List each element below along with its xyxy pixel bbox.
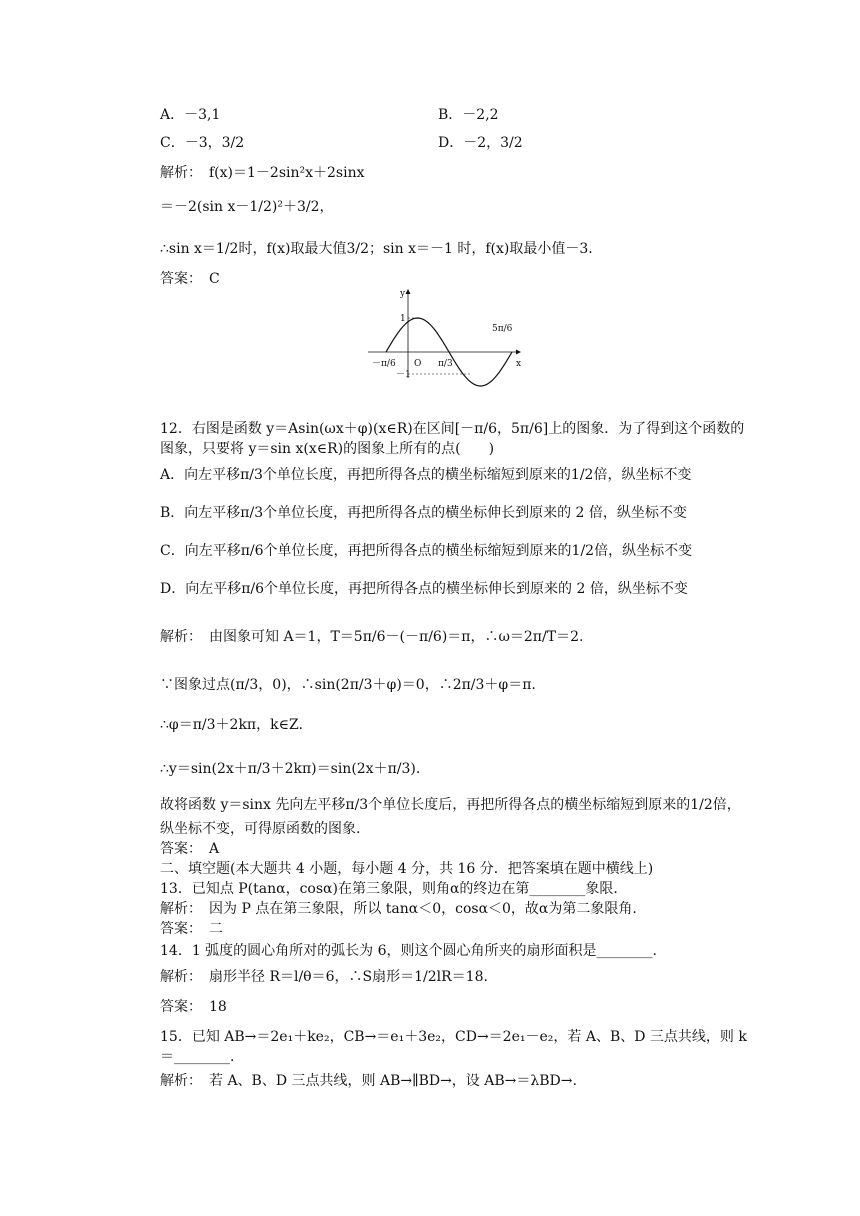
- y-axis-label: y: [400, 289, 406, 299]
- q12-option-b: B．向左平移π/3个单位长度，再把所得各点的横坐标伸长到原来的 2 倍，纵坐标不变: [160, 505, 687, 521]
- q15-solution: 解析： 若 A、B、D 三点共线，则 AB→∥BD→，设 AB→＝λBD→.: [160, 1073, 577, 1089]
- q12-stem-line-2: 图象，只要将 y＝sin x(x∈R)的图象上所有的点( ): [160, 441, 495, 457]
- q13-solution: 解析： 因为 P 点在第三象限，所以 tanα＜0，cosα＜0，故α为第二象限角.: [160, 901, 637, 917]
- tick-label-neg1: －1: [396, 370, 411, 380]
- sine-graph-svg: [368, 286, 528, 382]
- section-2-heading: 二、填空题(本大题共 4 小题，每小题 4 分，共 16 分．把答案填在题中横线上): [160, 861, 654, 877]
- q15-stem-line-1: 15．已知 AB→＝2e₁＋ke₂，CB→＝e₁＋3e₂，CD→＝2e₁－e₂，若 A、B、D 三点共线，则 k: [160, 1029, 747, 1045]
- q11-option-d: D．－2，3/2: [438, 135, 523, 151]
- q12-solution-line-1: 解析： 由图象可知 A＝1，T＝5π/6－(－π/6)＝π，∴ω＝2π/T＝2.: [160, 629, 584, 645]
- x-tick-pi-3: π/3: [438, 359, 453, 369]
- q14-stem: 14．1 弧度的圆心角所对的弧长为 6，则这个圆心角所夹的扇形面积是________.: [160, 943, 657, 959]
- x-axis-arrow: [516, 350, 521, 355]
- q11-solution-line-2: ＝－2(sin x－1/2)²＋3/2，: [160, 199, 334, 215]
- origin-label: O: [414, 359, 422, 369]
- q13-answer: 答案： 二: [160, 921, 223, 937]
- q11-solution-line-3: ∴sin x＝1/2时，f(x)取最大值3/2；sin x＝－1 时，f(x)取最小值－3.: [160, 241, 593, 257]
- sine-graph-figure: [368, 286, 528, 382]
- q12-solution-line-5: 故将函数 y＝sinx 先向左平移π/3个单位长度后，再把所得各点的横坐标缩短到原来的1/2倍，: [160, 797, 741, 813]
- x-axis-label: x: [516, 359, 522, 369]
- x-tick-5pi-6: 5π/6: [492, 324, 513, 334]
- q12-answer: 答案： A: [160, 841, 220, 857]
- q12-stem-line-1: 12．右图是函数 y＝Asin(ωx＋φ)(x∈R)在区间[－π/6，5π/6]上的图象．为了得到这个函数的: [160, 421, 745, 437]
- q12-option-a: A．向左平移π/3个单位长度，再把所得各点的横坐标缩短到原来的1/2倍，纵坐标不变: [160, 467, 692, 483]
- q11-option-a: A．－3,1: [160, 107, 221, 123]
- q11-option-c: C．－3，3/2: [160, 135, 245, 151]
- q11-answer: 答案： C: [160, 271, 220, 287]
- q12-solution-line-6: 纵坐标不变，可得原函数的图象.: [160, 821, 361, 837]
- q12-solution-line-2: ∵图象过点(π/3，0)，∴sin(2π/3＋φ)＝0，∴2π/3＋φ＝π.: [160, 677, 536, 693]
- y-axis-arrow: [406, 289, 411, 294]
- q12-option-c: C．向左平移π/6个单位长度，再把所得各点的横坐标缩短到原来的1/2倍，纵坐标不变: [160, 543, 693, 559]
- q14-solution: 解析： 扇形半径 R＝l/θ＝6，∴S扇形＝1/2lR＝18.: [160, 969, 488, 985]
- q11-solution-line-1: 解析： f(x)＝1－2sin²x＋2sinx: [160, 165, 365, 181]
- q14-answer: 答案： 18: [160, 999, 227, 1015]
- q12-solution-line-3: ∴φ＝π/3＋2kπ，k∈Z.: [160, 717, 303, 733]
- q11-option-b: B．－2,2: [438, 107, 499, 123]
- q12-solution-line-4: ∴y＝sin(2x＋π/3＋2kπ)＝sin(2x＋π/3).: [160, 761, 421, 777]
- tick-label-1: 1: [400, 314, 406, 324]
- q15-stem-line-2: ＝________.: [160, 1049, 235, 1065]
- q13-stem: 13．已知点 P(tanα，cosα)在第三象限，则角α的终边在第________象限.: [160, 881, 618, 897]
- x-tick-neg-pi-6: －π/6: [372, 359, 396, 369]
- q12-option-d: D．向左平移π/6个单位长度，再把所得各点的横坐标伸长到原来的 2 倍，纵坐标不变: [160, 581, 688, 597]
